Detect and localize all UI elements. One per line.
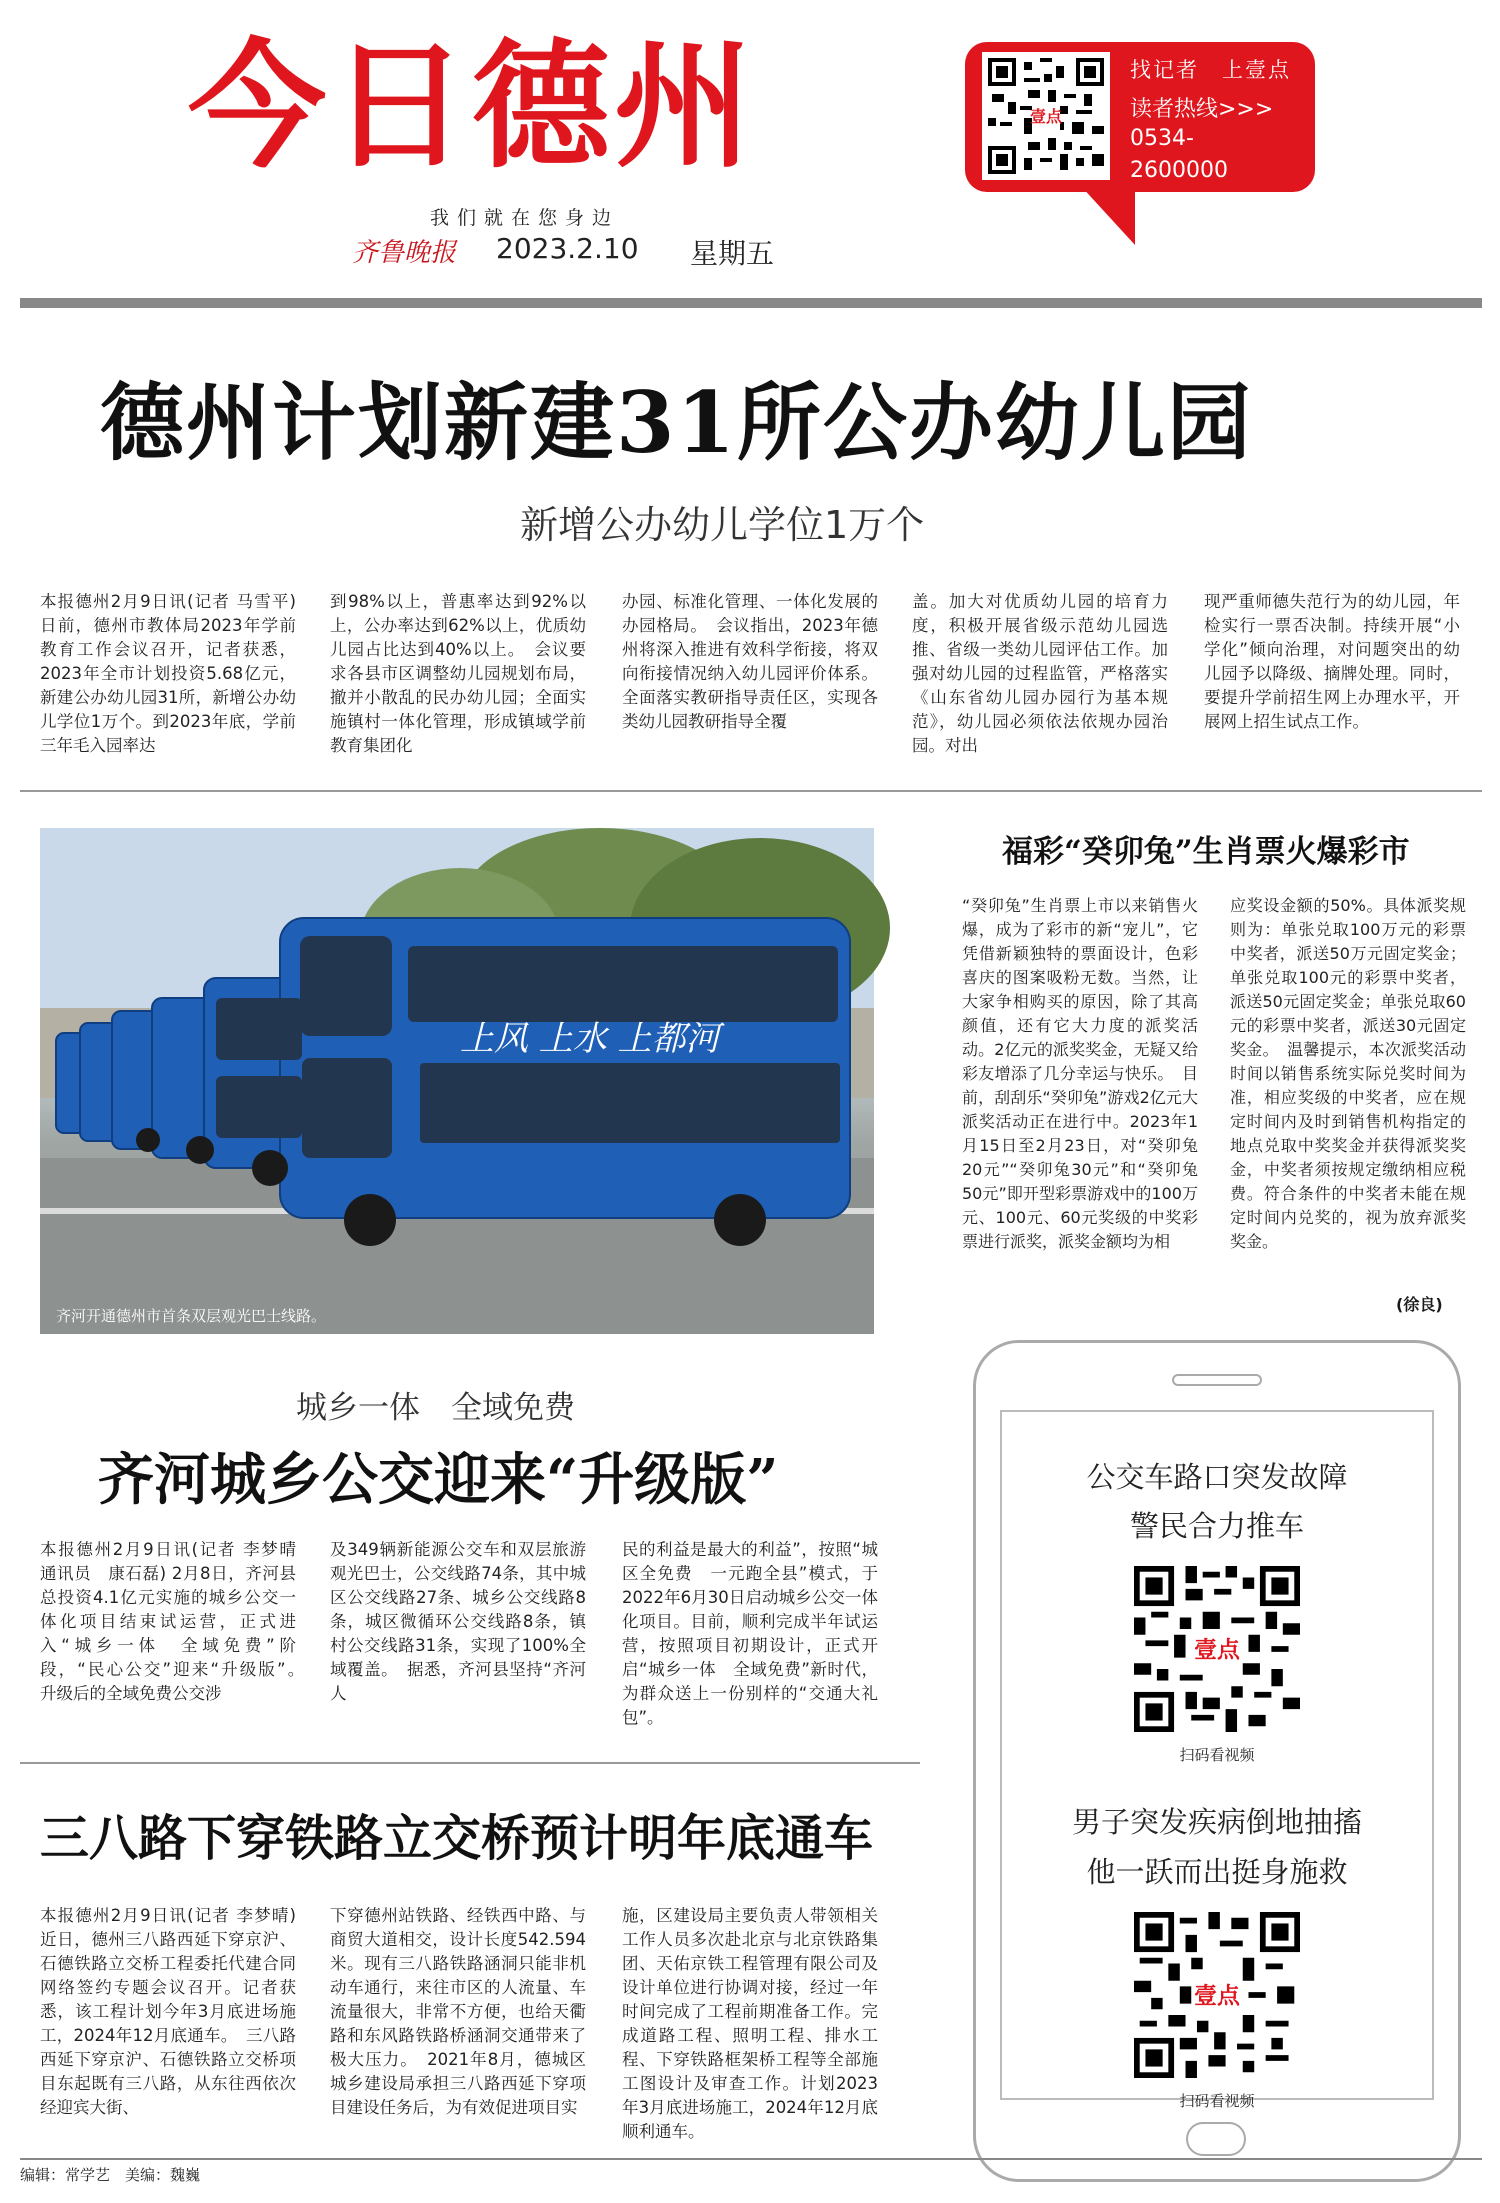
main-story-column: 盖。加大对优质幼儿园的培育力度，积极开展省级示范幼儿园选推、省级一类幼儿园评估工作。加强对幼儿园的过程监管，严格落实《山东省幼儿园办园行为基本规范》，幼儿园必须依法依规办园治园。对出 [912,592,1168,755]
lottery-column: 应奖设金额的50%。具体派奖规则为：单张兑取100万元的彩票中奖者，派送50万元固定奖金；单张兑取100元的彩票中奖者，派送50元固定奖金；单张兑取60元的彩票中奖者，派送30元固定奖金。 温馨提示，本次派奖活动时间以销售系统实际兑奖时间为准，相应奖级的中奖者，应在规定时间内及时到销售机构指定的地点兑取中奖奖金并获得派奖奖金，中奖者须按规定缴纳相应税费。符合条件的中奖者未能在规定时间内兑奖的，视为放弃派奖奖金。 [1230,896,1466,1251]
hotline-line3: 0534- [1130,126,1194,151]
main-subheadline: 新增公办幼儿学位1万个 [520,503,925,547]
bridge-story-column: 本报德州2月9日讯(记者 李梦晴) 近日，德州三八路西延下穿京沪、石德铁路立交桥工程委托代建合同网络签约专题会议召开。记者获悉，该工程计划今年3月底进场施工，2024年12月底通车。 三八路西延下穿京沪、石德铁路立交桥项目东起既有三八路，从东往西依次经迎宾大街、 [40,1906,296,2117]
video2-qr-label: 扫码看视频 [1179,2092,1255,2110]
bus-story-column: 本报德州2月9日讯(记者 李梦晴 通讯员 康石磊) 2月8日，齐河县总投资4.1亿元实施的城乡公交一体化项目结束试运营，正式进入“城乡一体 全域免费”阶段，“民心公交”迎来“升级版”。 升级后的全域免费公交涉 [40,1540,313,1703]
video1-title-line1: 公交车路口突发故障 [1086,1460,1348,1494]
hotline-line1: 找记者 上壹点 [1130,58,1291,82]
bus-kicker: 城乡一体 全域免费 [296,1390,575,1426]
bus-story-column: 及349辆新能源公交车和双层旅游观光巴士，公交线路74条，其中城区公交线路27条、城乡公交线路8条，城区微循环公交线路8条，镇村公交线路31条，实现了100%全域覆盖。 据悉，齐河县坚持“齐河人 [330,1540,586,1703]
masthead-rule [20,298,1482,308]
qr-code-icon [1134,1912,1300,2078]
video1-qr-label: 扫码看视频 [1179,1746,1255,1764]
qr-logo: 壹点 [1194,1983,1240,2010]
masthead-title: 今日德州 [188,26,757,187]
phone-speaker [1172,1374,1262,1386]
video2-title-line2: 他一跃而出挺身施救 [1086,1855,1348,1889]
lottery-headline: 福彩“癸卯兔”生肖票火爆彩市 [1002,834,1410,870]
main-story-column: 本报德州2月9日讯(记者 马雪平) 日前，德州市教体局2023年学前教育工作会议召开，记者获悉，2023年全市计划投资5.68亿元，新建公办幼儿园31所，新增公办幼儿学位1万个。到2023年底，学前三年毛入园率达 [40,592,296,755]
footer-credits: 编辑：常学艺 美编：魏巍 [20,2166,201,2184]
lottery-column: “癸卯兔”生肖票上市以来销售火爆，成为了彩市的新“宠儿”，它凭借新颖独特的票面设计，色彩喜庆的图案吸粉无数。当然，让大家争相购买的原因，除了其高颜值，还有它大力度的派奖活动。2亿元的派奖奖金，无疑又给彩友增添了几分幸运与快乐。 目前，刮刮乐“癸卯兔”游戏2亿元大派奖活动正在进行中。2023年1月15日至2月23日，对“癸卯兔20元”“癸卯兔30元”和“癸卯兔50元”即开型彩票游戏中的100万元、100元、60元奖级的中奖彩票进行派奖，派奖金额均为相 [962,896,1198,1251]
main-story-column: 办园、标准化管理、一体化发展的办园格局。 会议指出，2023年德州将深入推进有效科学衔接，将双向衔接情况纳入幼儿园评价体系。全面落实教研指导责任区，实现各类幼儿园教研指导全覆 [622,592,878,731]
double-decker-bus-illustration [40,828,874,1334]
bridge-story-column: 下穿德州站铁路、经铁西中路、与商贸大道相交，设计长度542.594米。现有三八路铁路涵洞只能非机动车通行，来往市区的人流量、车流量很大，非常不方便，也给天衢路和东风路铁路桥涵洞交通带来了极大压力。 2021年8月，德城区城乡建设局承担三八路西延下穿项目建设任务后，为有效促进项目实 [330,1906,586,2117]
section-divider [20,790,1482,792]
photo-caption: 齐河开通德州市首条双层观光巴士线路。 [56,1307,327,1325]
issue-date: 2023.2.10 [496,232,639,265]
hotline-line2: 读者热线>>> [1130,97,1274,122]
footer-rule [20,2158,1482,2160]
qr-code-icon [988,58,1104,174]
bus-sign: 上风 上水 上都河 [460,1019,720,1059]
main-headline: 德州计划新建31所公办幼儿园 [100,373,1253,472]
main-story-column: 到98%以上，普惠率达到92%以上，公办率达到62%以上，优质幼儿园占比达到40%以上。 会议要求各县市区调整幼儿园规划布局，撤并小散乱的民办幼儿园；全面实施镇村一体化管理，形成镇域学前教育集团化 [330,592,586,755]
brand-logo: 齐鲁晚报 [352,238,457,268]
masthead-slogan: 我们就在您身边 [430,207,620,229]
qr-logo: 壹点 [1194,1637,1240,1664]
bridge-headline: 三八路下穿铁路立交桥预计明年底通车 [40,1809,874,1867]
phone-home-button [1186,2122,1246,2156]
video1-qr-code[interactable] [1134,1566,1300,1732]
hotline-box-tail [1080,185,1135,245]
bus-photo [40,828,874,1334]
video1-title-line2: 警民合力推车 [1129,1509,1304,1543]
qr-code-icon [1134,1566,1300,1732]
bus-headline: 齐河城乡公交迎来“升级版” [98,1447,779,1513]
issue-weekday: 星期五 [690,237,775,270]
hotline-qr-code[interactable] [982,52,1110,180]
section-divider [20,1762,920,1764]
video2-title-line1: 男子突发疾病倒地抽搐 [1071,1805,1362,1839]
svg-text:壹点: 壹点 [1029,107,1063,126]
hotline-line4: 2600000 [1130,158,1228,183]
bridge-story-column: 施，区建设局主要负责人带领相关工作人员多次赴北京与北京铁路集团、天佑京铁工程管理有限公司及设计单位进行协调对接，经过一年时间完成了工程前期准备工作。完成道路工程、照明工程、排水工程、下穿铁路框架桥工程等全部施工图设计及审查工作。计划2023年3月底进场施工，2024年12月底顺利通车。 [622,1906,878,2141]
lottery-byline: (徐良) [1396,1295,1443,1314]
bus-story-column: 民的利益是最大的利益”，按照“城区全免费 一元跑全县”模式，于2022年6月30日启动城乡公交一体化项目。目前，顺利完成半年试运营，按照项目初期设计，正式开启“城乡一体 全域免费”新时代，为群众送上一份别样的“交通大礼包”。 [622,1540,878,1727]
video2-qr-code[interactable] [1134,1912,1300,2078]
main-story-column: 现严重师德失范行为的幼儿园，年检实行一票否决制。持续开展“小学化”倾向治理，对问题突出的幼儿园予以降级、摘牌处理。同时，要提升学前招生网上办理水平，开展网上招生试点工作。 [1204,592,1460,731]
